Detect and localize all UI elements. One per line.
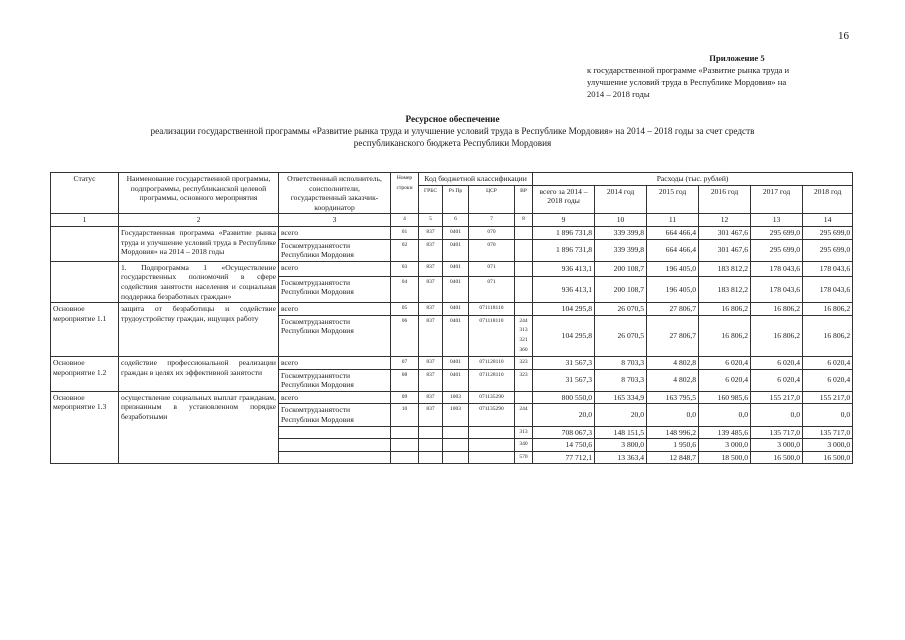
column-number: 4 bbox=[391, 214, 419, 227]
value-2017: 178 043,6 bbox=[751, 261, 803, 276]
program-name-cell: осуществление социальных выплат гражданам, признанным в установленном порядке безработными bbox=[119, 391, 279, 464]
vr-cell bbox=[515, 276, 533, 302]
row-number-cell: 06 bbox=[391, 315, 419, 356]
executor-cell: Госкомтрудзанятости Республики Мордовия bbox=[279, 315, 391, 356]
vr-cell: 244 313 321 360 bbox=[515, 315, 533, 356]
value-2018: 295 699,0 bbox=[803, 239, 853, 261]
total-value: 936 413,1 bbox=[533, 276, 595, 302]
column-number: 12 bbox=[699, 214, 751, 227]
value-2014: 26 070,5 bbox=[595, 315, 647, 356]
value-2017: 6 020,4 bbox=[751, 369, 803, 391]
total-value: 31 567,3 bbox=[533, 357, 595, 370]
total-value: 708 067,3 bbox=[533, 426, 595, 439]
executor-cell: Госкомтрудзанятости Республики Мордовия bbox=[279, 369, 391, 391]
vr-cell: 323 bbox=[515, 357, 533, 370]
value-2018: 6 020,4 bbox=[803, 357, 853, 370]
column-number: 6 bbox=[443, 214, 469, 227]
grbs-cell: 837 bbox=[419, 226, 443, 239]
value-2014: 165 334,9 bbox=[595, 391, 647, 404]
header-budget-code: Код бюджетной классификации bbox=[419, 173, 533, 186]
table-header bbox=[51, 173, 853, 227]
program-name-cell: защита от безработицы и содействие трудоустройству граждан, ищущих работу bbox=[119, 303, 279, 357]
value-2017: 0,0 bbox=[751, 404, 803, 426]
rz-pr-cell: 0401 bbox=[443, 315, 469, 356]
csr-cell: 071118110 bbox=[469, 315, 515, 356]
value-2015: 27 806,7 bbox=[647, 303, 699, 316]
grbs-cell: 837 bbox=[419, 261, 443, 276]
total-value: 14 750,6 bbox=[533, 439, 595, 452]
header-2016: 2016 год bbox=[699, 185, 751, 214]
total-value: 1 896 731,8 bbox=[533, 239, 595, 261]
value-2016: 183 812,2 bbox=[699, 261, 751, 276]
csr-cell: 071118110 bbox=[469, 303, 515, 316]
table-row bbox=[51, 226, 853, 239]
value-2015: 12 848,7 bbox=[647, 451, 699, 464]
value-2015: 148 996,2 bbox=[647, 426, 699, 439]
status-cell: Основное мероприятие 1.2 bbox=[51, 357, 119, 392]
value-2014: 20,0 bbox=[595, 404, 647, 426]
header-executor: Ответственный исполнитель, соисполнители, государственный заказчик-координатор bbox=[279, 173, 391, 214]
value-2016: 6 020,4 bbox=[699, 369, 751, 391]
row-number-cell: 10 bbox=[391, 404, 419, 426]
value-2015: 4 802,8 bbox=[647, 369, 699, 391]
value-2014: 339 399,8 bbox=[595, 226, 647, 239]
value-2018: 16 806,2 bbox=[803, 315, 853, 356]
column-number: 3 bbox=[279, 214, 391, 227]
grbs-cell: 837 bbox=[419, 276, 443, 302]
appendix-title: Приложение 5 bbox=[709, 53, 765, 63]
header-vr: ВР bbox=[515, 185, 533, 214]
value-2018: 3 000,0 bbox=[803, 439, 853, 452]
value-2018: 16 806,2 bbox=[803, 303, 853, 316]
vr-cell bbox=[515, 261, 533, 276]
executor-cell bbox=[279, 451, 391, 464]
executor-cell: Госкомтрудзанятости Республики Мордовия bbox=[279, 404, 391, 426]
grbs-cell bbox=[419, 451, 443, 464]
resource-table bbox=[50, 172, 853, 464]
grbs-cell: 837 bbox=[419, 357, 443, 370]
header-expenses: Расходы (тыс. рублей) bbox=[533, 173, 853, 186]
value-2017: 155 217,0 bbox=[751, 391, 803, 404]
value-2018: 0,0 bbox=[803, 404, 853, 426]
csr-cell: 071 bbox=[469, 261, 515, 276]
value-2015: 664 466,4 bbox=[647, 239, 699, 261]
value-2014: 8 703,3 bbox=[595, 369, 647, 391]
column-number: 8 bbox=[515, 214, 533, 227]
appendix-line: к государственной программе «Развитие рынка труда и bbox=[587, 65, 790, 75]
value-2016: 0,0 bbox=[699, 404, 751, 426]
page-number: 16 bbox=[838, 30, 849, 42]
row-number-cell: 09 bbox=[391, 391, 419, 404]
document-title: Ресурсное обеспечение bbox=[405, 114, 500, 124]
value-2014: 8 703,3 bbox=[595, 357, 647, 370]
vr-cell bbox=[515, 226, 533, 239]
appendix-line: 2014 – 2018 годы bbox=[587, 89, 650, 99]
table-row bbox=[51, 303, 853, 316]
executor-cell: Госкомтрудзанятости Республики Мордовия bbox=[279, 276, 391, 302]
value-2015: 163 795,5 bbox=[647, 391, 699, 404]
value-2017: 178 043,6 bbox=[751, 276, 803, 302]
column-number: 5 bbox=[419, 214, 443, 227]
rz-pr-cell bbox=[443, 439, 469, 452]
grbs-cell: 837 bbox=[419, 315, 443, 356]
vr-cell: 570 bbox=[515, 451, 533, 464]
column-number: 2 bbox=[119, 214, 279, 227]
header-2014: 2014 год bbox=[595, 185, 647, 214]
rz-pr-cell bbox=[443, 451, 469, 464]
rz-pr-cell: 0401 bbox=[443, 239, 469, 261]
value-2017: 295 699,0 bbox=[751, 226, 803, 239]
value-2016: 3 000,0 bbox=[699, 439, 751, 452]
executor-cell: Госкомтрудзанятости Республики Мордовия bbox=[279, 239, 391, 261]
column-number: 10 bbox=[595, 214, 647, 227]
column-number: 14 bbox=[803, 214, 853, 227]
grbs-cell: 837 bbox=[419, 404, 443, 426]
vr-cell: 244 bbox=[515, 404, 533, 426]
value-2018: 178 043,6 bbox=[803, 276, 853, 302]
row-number-cell: 05 bbox=[391, 303, 419, 316]
column-number: 11 bbox=[647, 214, 699, 227]
total-value: 800 550,0 bbox=[533, 391, 595, 404]
program-name-cell: Государственная программа «Развитие рынка труда и улучшение условий труда в Республике Мордовия» на 2014 – 2018 годы bbox=[119, 226, 279, 261]
value-2017: 6 020,4 bbox=[751, 357, 803, 370]
table-row bbox=[51, 357, 853, 370]
value-2016: 183 812,2 bbox=[699, 276, 751, 302]
row-number-cell bbox=[391, 439, 419, 452]
value-2016: 139 485,6 bbox=[699, 426, 751, 439]
value-2014: 339 399,8 bbox=[595, 239, 647, 261]
csr-cell: 071 bbox=[469, 276, 515, 302]
executor-cell bbox=[279, 439, 391, 452]
rz-pr-cell: 0401 bbox=[443, 261, 469, 276]
value-2017: 3 000,0 bbox=[751, 439, 803, 452]
header-rz-pr: Рз Пр bbox=[443, 185, 469, 214]
appendix-note bbox=[587, 52, 857, 100]
value-2015: 4 802,8 bbox=[647, 357, 699, 370]
rz-pr-cell: 0401 bbox=[443, 369, 469, 391]
status-cell: Основное мероприятие 1.3 bbox=[51, 391, 119, 464]
header-grbs: ГРБС bbox=[419, 185, 443, 214]
total-value: 936 413,1 bbox=[533, 261, 595, 276]
row-number-cell: 03 bbox=[391, 261, 419, 276]
value-2015: 1 950,6 bbox=[647, 439, 699, 452]
grbs-cell bbox=[419, 439, 443, 452]
header-name: Наименование государственной программы, подпрограммы, республиканской целевой программы, основного мероприятия bbox=[119, 173, 279, 214]
value-2014: 3 800,0 bbox=[595, 439, 647, 452]
document-subtitle-line: реализации государственной программы «Развитие рынка труда и улучшение условий труда в Республике Мордовия» на 2014 – 2018 годы за счет средств bbox=[150, 126, 755, 136]
table-row bbox=[51, 261, 853, 276]
header-row-number: Номер строки bbox=[391, 173, 419, 214]
document-heading bbox=[0, 113, 905, 149]
appendix-line: улучшение условий труда в Республике Мордовия» на bbox=[587, 77, 787, 87]
csr-cell: 071128110 bbox=[469, 369, 515, 391]
csr-cell: 071135290 bbox=[469, 404, 515, 426]
value-2015: 664 466,4 bbox=[647, 226, 699, 239]
value-2014: 26 070,5 bbox=[595, 303, 647, 316]
rz-pr-cell: 0401 bbox=[443, 276, 469, 302]
executor-cell: всего bbox=[279, 226, 391, 239]
table-row bbox=[51, 391, 853, 404]
grbs-cell bbox=[419, 426, 443, 439]
value-2016: 16 806,2 bbox=[699, 315, 751, 356]
total-value: 104 295,8 bbox=[533, 315, 595, 356]
grbs-cell: 837 bbox=[419, 391, 443, 404]
total-value: 77 712,1 bbox=[533, 451, 595, 464]
value-2018: 295 699,0 bbox=[803, 226, 853, 239]
value-2017: 16 806,2 bbox=[751, 303, 803, 316]
vr-cell bbox=[515, 391, 533, 404]
header-csr: ЦСР bbox=[469, 185, 515, 214]
rz-pr-cell bbox=[443, 426, 469, 439]
rz-pr-cell: 0401 bbox=[443, 303, 469, 316]
column-number: 1 bbox=[51, 214, 119, 227]
value-2016: 301 467,6 bbox=[699, 226, 751, 239]
column-number: 13 bbox=[751, 214, 803, 227]
executor-cell: всего bbox=[279, 357, 391, 370]
vr-cell: 313 bbox=[515, 426, 533, 439]
rz-pr-cell: 1003 bbox=[443, 404, 469, 426]
row-number-cell: 02 bbox=[391, 239, 419, 261]
document-subtitle-line: республиканского бюджета Республики Мордовия bbox=[353, 138, 552, 148]
column-number-row bbox=[51, 214, 853, 227]
total-value: 104 295,8 bbox=[533, 303, 595, 316]
rz-pr-cell: 0401 bbox=[443, 226, 469, 239]
csr-cell bbox=[469, 451, 515, 464]
rz-pr-cell: 1003 bbox=[443, 391, 469, 404]
value-2018: 178 043,6 bbox=[803, 261, 853, 276]
value-2016: 301 467,6 bbox=[699, 239, 751, 261]
value-2015: 196 405,0 bbox=[647, 276, 699, 302]
value-2015: 27 806,7 bbox=[647, 315, 699, 356]
grbs-cell: 837 bbox=[419, 369, 443, 391]
vr-cell bbox=[515, 239, 533, 261]
value-2014: 200 108,7 bbox=[595, 261, 647, 276]
value-2018: 135 717,0 bbox=[803, 426, 853, 439]
column-number: 9 bbox=[533, 214, 595, 227]
value-2016: 6 020,4 bbox=[699, 357, 751, 370]
value-2016: 160 985,6 bbox=[699, 391, 751, 404]
grbs-cell: 837 bbox=[419, 239, 443, 261]
executor-cell: всего bbox=[279, 303, 391, 316]
header-2018: 2018 год bbox=[803, 185, 853, 214]
rz-pr-cell: 0401 bbox=[443, 357, 469, 370]
program-name-cell: содействие профессиональной реализации граждан в целях их эффективной занятости bbox=[119, 357, 279, 392]
status-cell: Основное мероприятие 1.1 bbox=[51, 303, 119, 357]
executor-cell bbox=[279, 426, 391, 439]
csr-cell: 071135290 bbox=[469, 391, 515, 404]
row-number-cell bbox=[391, 426, 419, 439]
value-2016: 18 500,0 bbox=[699, 451, 751, 464]
vr-cell: 323 bbox=[515, 369, 533, 391]
program-name-cell: 1. Подпрограмма 1 «Осуществление государственных полномочий в сфере содействия занятости населения и социальная поддержка безработных граждан» bbox=[119, 261, 279, 302]
row-number-cell: 01 bbox=[391, 226, 419, 239]
csr-cell bbox=[469, 439, 515, 452]
total-value: 31 567,3 bbox=[533, 369, 595, 391]
vr-cell bbox=[515, 303, 533, 316]
value-2018: 155 217,0 bbox=[803, 391, 853, 404]
csr-cell bbox=[469, 426, 515, 439]
value-2014: 200 108,7 bbox=[595, 276, 647, 302]
value-2015: 0,0 bbox=[647, 404, 699, 426]
row-number-cell: 07 bbox=[391, 357, 419, 370]
grbs-cell: 837 bbox=[419, 303, 443, 316]
value-2017: 135 717,0 bbox=[751, 426, 803, 439]
table-body bbox=[51, 226, 853, 463]
value-2015: 196 405,0 bbox=[647, 261, 699, 276]
status-cell bbox=[51, 261, 119, 302]
value-2016: 16 806,2 bbox=[699, 303, 751, 316]
value-2014: 148 151,5 bbox=[595, 426, 647, 439]
total-value: 1 896 731,8 bbox=[533, 226, 595, 239]
total-value: 20,0 bbox=[533, 404, 595, 426]
value-2018: 16 500,0 bbox=[803, 451, 853, 464]
csr-cell: 071128110 bbox=[469, 357, 515, 370]
row-number-cell: 08 bbox=[391, 369, 419, 391]
value-2017: 295 699,0 bbox=[751, 239, 803, 261]
column-number: 7 bbox=[469, 214, 515, 227]
executor-cell: всего bbox=[279, 391, 391, 404]
value-2017: 16 806,2 bbox=[751, 315, 803, 356]
header-total: всего за 2014 – 2018 годы bbox=[533, 185, 595, 214]
value-2018: 6 020,4 bbox=[803, 369, 853, 391]
status-cell bbox=[51, 226, 119, 261]
header-2015: 2015 год bbox=[647, 185, 699, 214]
row-number-cell: 04 bbox=[391, 276, 419, 302]
value-2014: 13 363,4 bbox=[595, 451, 647, 464]
csr-cell: 070 bbox=[469, 226, 515, 239]
header-status: Статус bbox=[51, 173, 119, 214]
row-number-cell bbox=[391, 451, 419, 464]
header-2017: 2017 год bbox=[751, 185, 803, 214]
vr-cell: 340 bbox=[515, 439, 533, 452]
csr-cell: 070 bbox=[469, 239, 515, 261]
value-2017: 16 500,0 bbox=[751, 451, 803, 464]
executor-cell: всего bbox=[279, 261, 391, 276]
